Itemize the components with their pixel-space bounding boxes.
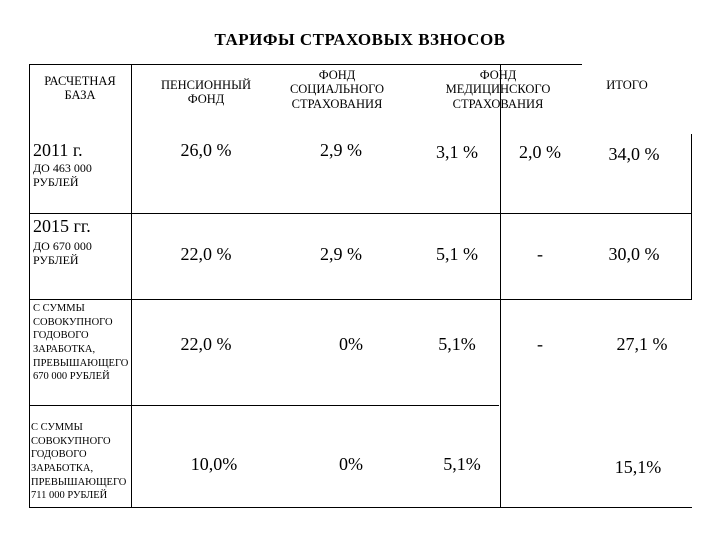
row-3-base: С СУММЫ СОВОКУПНОГО ГОДОВОГО ЗАРАБОТКА, ПРЕВЫШАЮЩЕГО 670 000 РУБЛЕЙ: [33, 303, 129, 383]
row-4-total: 15,1%: [614, 457, 662, 477]
row-4-medical-federal: 5,1%: [443, 454, 481, 474]
row-3-medical-territorial: -: [537, 334, 543, 354]
row-4-base: С СУММЫ СОВОКУПНОГО ГОДОВОГО ЗАРАБОТКА, ПРЕВЫШАЮЩЕГО 711 000 РУБЛЕЙ: [31, 422, 127, 502]
header-total: ИТОГО: [606, 78, 648, 92]
row-2-total: 30,0 %: [608, 244, 660, 264]
row-1-social: 2,9 %: [320, 140, 362, 160]
row-4-pension: 10,0%: [190, 454, 238, 474]
header-pension-fund: ПЕНСИОННЫЙ ФОНД: [160, 78, 252, 107]
row-1-year: 2011 г.: [33, 140, 83, 160]
tariff-table: [29, 64, 692, 508]
row-2-social: 2,9 %: [320, 244, 362, 264]
row-2-base: ДО 670 000 РУБЛЕЙ: [33, 239, 92, 267]
row-1-medical-territorial: 2,0 %: [519, 142, 561, 162]
row-3-total: 27,1 %: [616, 334, 668, 354]
header-medical-fund: ФОНД МЕДИЦИНСКОГО СТРАХОВАНИЯ: [445, 68, 551, 111]
row-1-pension: 26,0 %: [180, 140, 232, 160]
row-3-social: 0%: [339, 334, 363, 354]
row-2-medical-territorial: -: [537, 244, 543, 264]
page-title: ТАРИФЫ СТРАХОВЫХ ВЗНОСОВ: [214, 30, 506, 49]
row-2-medical-federal: 5,1 %: [436, 244, 478, 264]
header-base: РАСЧЕТНАЯ БАЗА: [44, 74, 116, 103]
row-4-social: 0%: [339, 454, 363, 474]
row-3-medical-federal: 5,1%: [438, 334, 476, 354]
row-3-pension: 22,0 %: [180, 334, 232, 354]
row-2-pension: 22,0 %: [180, 244, 232, 264]
row-1-total: 34,0 %: [608, 144, 660, 164]
row-1-medical-federal: 3,1 %: [436, 142, 478, 162]
row-1-base: ДО 463 000 РУБЛЕЙ: [33, 161, 92, 189]
header-social-fund: ФОНД СОЦИАЛЬНОГО СТРАХОВАНИЯ: [289, 68, 385, 111]
row-2-year: 2015 гг.: [33, 216, 91, 236]
